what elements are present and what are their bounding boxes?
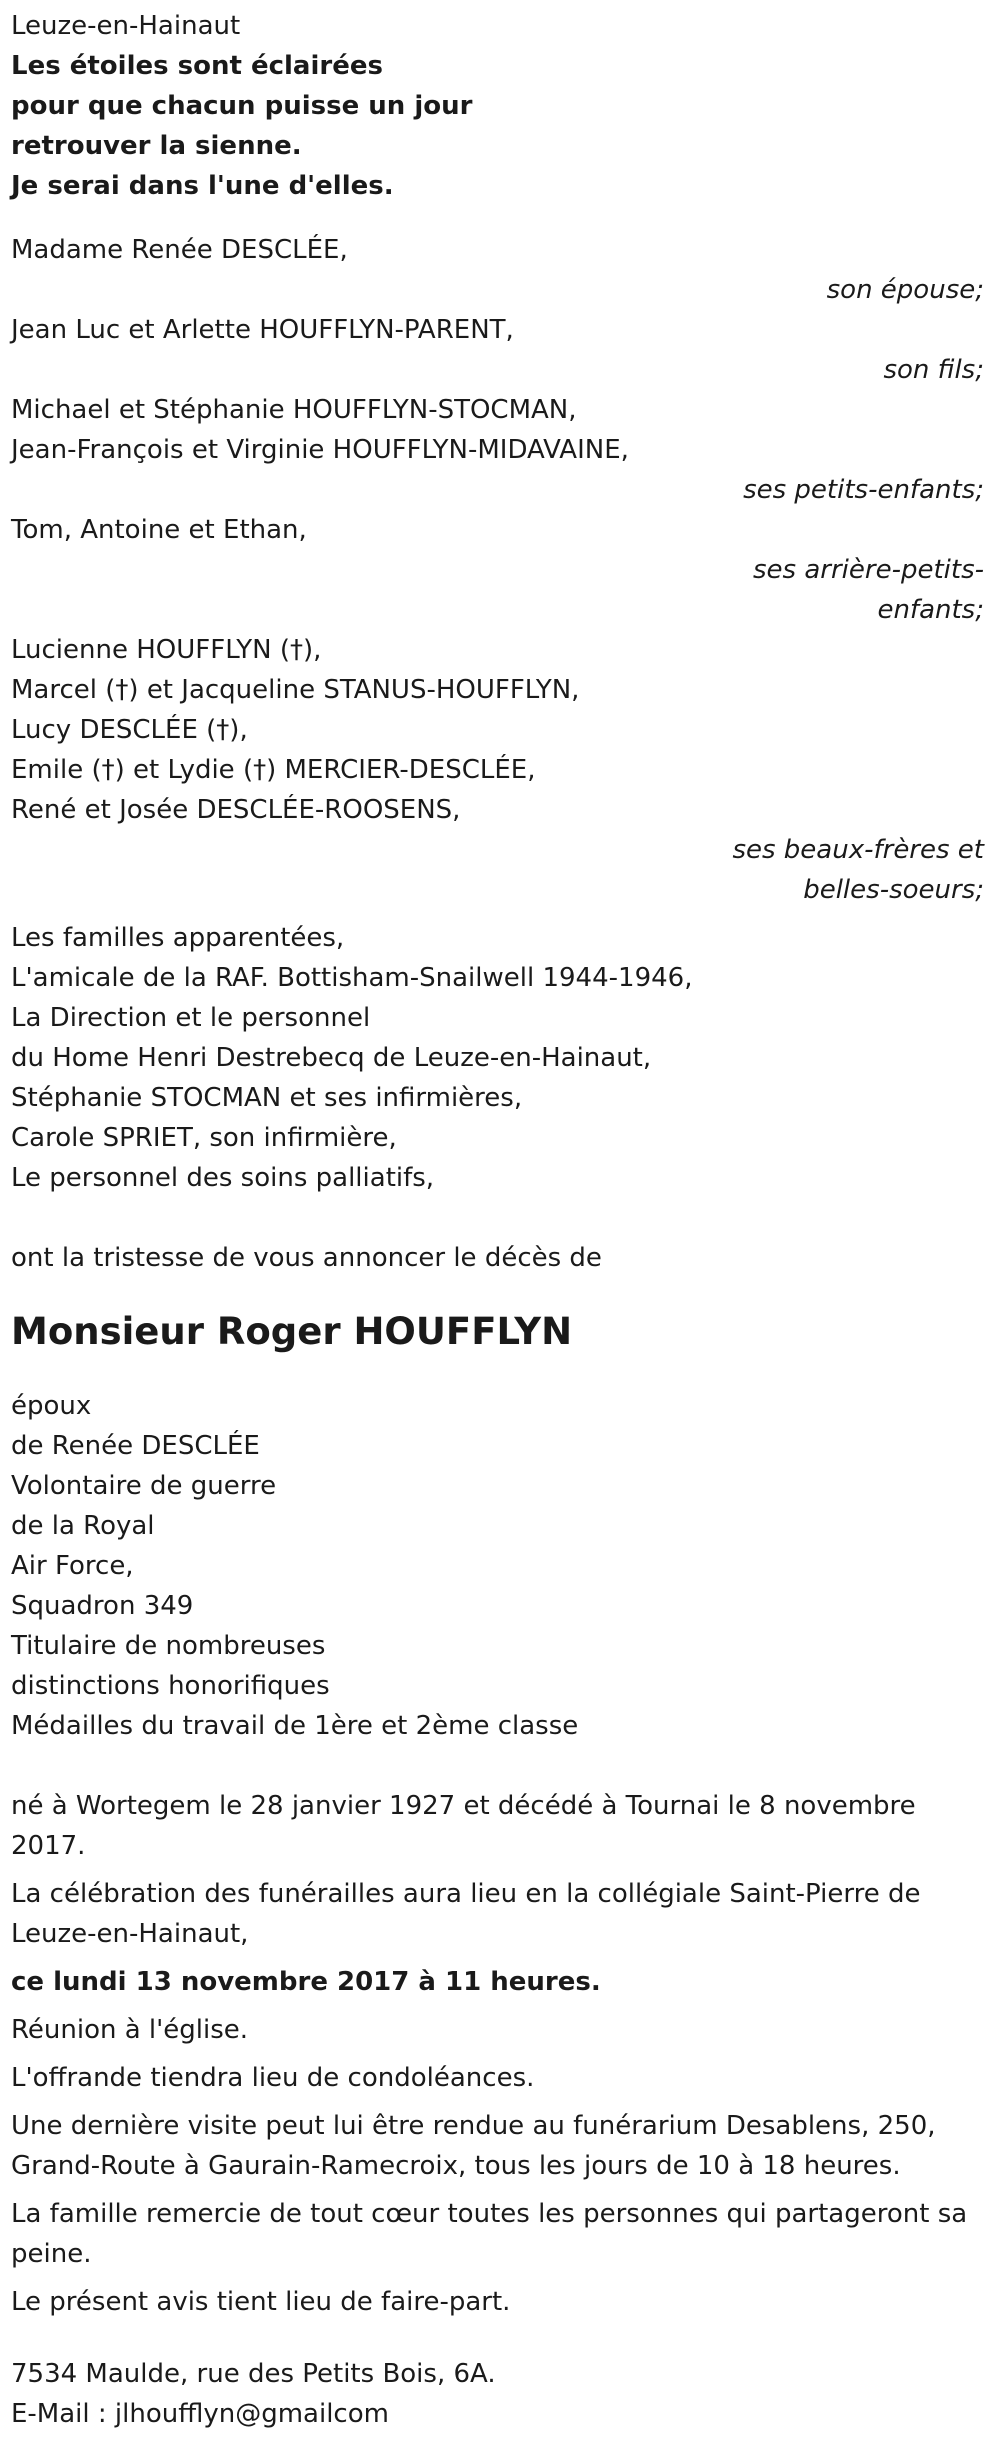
detail-line: Squadron 349 [11, 1591, 194, 1621]
grandchild-name: Jean-François et Virginie HOUFFLYN-MIDAVAINE, [11, 435, 629, 465]
poem-line: Les étoiles sont éclairées [11, 51, 383, 81]
great-grandchildren-names: Tom, Antoine et Ethan, [11, 515, 307, 545]
spouse-relation: son épouse; [826, 275, 984, 305]
in-laws-relation-2: belles-soeurs; [803, 875, 984, 905]
detail-line: Volontaire de guerre [11, 1471, 277, 1501]
other-mourner: Carole SPRIET, son infirmière, [11, 1123, 397, 1153]
birth-death: né à Wortegem le 28 janvier 1927 et décédé à Tournai le 8 novembre 2017. [11, 1791, 916, 1861]
detail-line: Médailles du travail de 1ère et 2ème classe [11, 1711, 579, 1741]
funeral-date: ce lundi 13 novembre 2017 à 11 heures. [11, 1967, 601, 1997]
in-law-name: Emile (†) et Lydie (†) MERCIER-DESCLÉE, [11, 755, 536, 785]
great-grandchildren-relation-1: ses arrière-petits- [753, 555, 984, 585]
other-mourner: La Direction et le personnel [11, 1003, 371, 1033]
announcement: ont la tristesse de vous annoncer le décès de [11, 1243, 602, 1273]
other-mourner: du Home Henri Destrebecq de Leuze-en-Hainaut, [11, 1043, 652, 1073]
poem-line: retrouver la sienne. [11, 131, 302, 161]
in-law-name: Marcel (†) et Jacqueline STANUS-HOUFFLYN, [11, 675, 580, 705]
thanks-info: La famille remercie de tout cœur toutes les personnes qui partageront sa peine. [11, 2199, 968, 2269]
poem-line: Je serai dans l'une d'elles. [11, 171, 394, 201]
grandchild-name: Michael et Stéphanie HOUFFLYN-STOCMAN, [11, 395, 577, 425]
detail-line: Titulaire de nombreuses [11, 1631, 326, 1661]
in-law-name: Lucienne HOUFFLYN (†), [11, 635, 322, 665]
detail-line: époux [11, 1391, 92, 1421]
detail-line: distinctions honorifiques [11, 1671, 330, 1701]
other-mourner: Stéphanie STOCMAN et ses infirmières, [11, 1083, 523, 1113]
detail-line: Air Force, [11, 1551, 134, 1581]
other-mourner: L'amicale de la RAF. Bottisham-Snailwell 1944-1946, [11, 963, 693, 993]
detail-line: de Renée DESCLÉE [11, 1431, 260, 1461]
great-grandchildren-relation-2: enfants; [877, 595, 984, 625]
visit-info: Une dernière visite peut lui être rendue au funérarium Desablens, 250, Grand-Route à Gaurain-Ramecroix, tous les jours de 10 à 18 heures. [11, 2111, 936, 2181]
deceased-name: Monsieur Roger HOUFFLYN [11, 1310, 573, 1353]
other-mourner: Les familles apparentées, [11, 923, 345, 953]
offering-info: L'offrande tiendra lieu de condoléances. [11, 2063, 535, 2093]
address: 7534 Maulde, rue des Petits Bois, 6A. [11, 2359, 496, 2389]
in-laws-relation-1: ses beaux-frères et [732, 835, 984, 865]
funeral-info: La célébration des funérailles aura lieu en la collégiale Saint-Pierre de Leuze-en-Hainaut, [11, 1879, 921, 1949]
detail-line: de la Royal [11, 1511, 155, 1541]
grandchildren-relation: ses petits-enfants; [743, 475, 984, 505]
notice-info: Le présent avis tient lieu de faire-part. [11, 2287, 511, 2317]
spouse-name: Madame Renée DESCLÉE, [11, 235, 348, 265]
in-law-name: Lucy DESCLÉE (†), [11, 715, 248, 745]
place: Leuze-en-Hainaut [11, 11, 241, 41]
son-name: Jean Luc et Arlette HOUFFLYN-PARENT, [11, 315, 514, 345]
in-law-name: René et Josée DESCLÉE-ROOSENS, [11, 795, 461, 825]
other-mourner: Le personnel des soins palliatifs, [11, 1163, 435, 1193]
email[interactable]: E-Mail : jlhoufflyn@gmailcom [11, 2399, 389, 2429]
meeting-info: Réunion à l'église. [11, 2015, 249, 2045]
poem-line: pour que chacun puisse un jour [11, 91, 473, 121]
son-relation: son fils; [883, 355, 984, 385]
